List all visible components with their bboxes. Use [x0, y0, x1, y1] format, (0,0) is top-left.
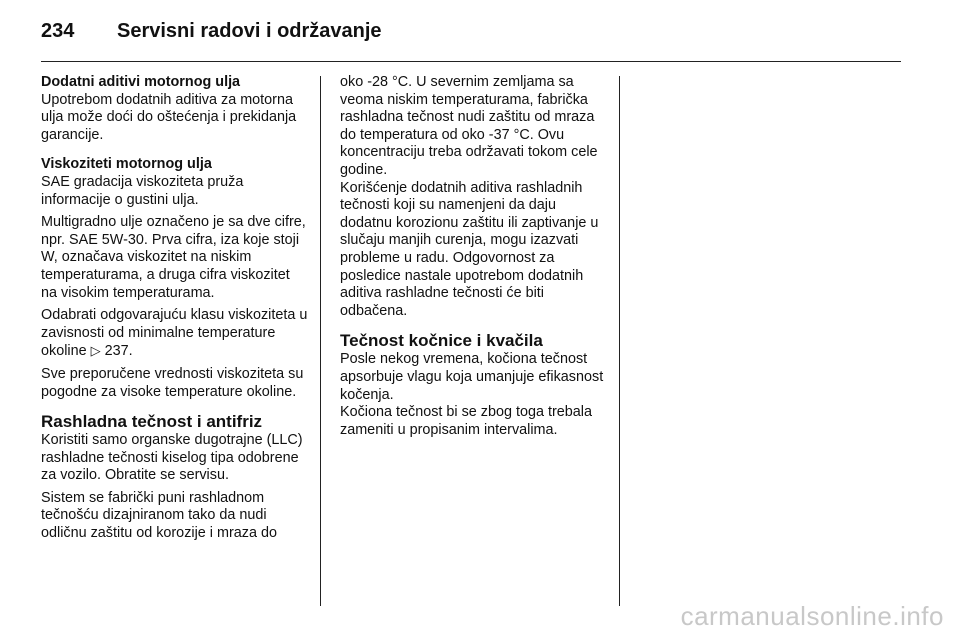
paragraph-coolant-additives: Korišćenje dodatnih aditiva rashladnih tečnosti koji su namenjeni da daju dodatnu korozionu zaštitu ili zaptivanje u slučaju manjih curenja, mogu izazvati probleme u radu. Odgovornost za posledice nastale upotrebom dodatnih aditiva rashladne tečnosti će biti odbačena. [340, 179, 599, 319]
heading-coolant: Rashladna tečnost i antifriz [41, 412, 263, 432]
page-reference-icon: ▷ [90, 343, 101, 359]
page-header [41, 20, 382, 50]
paragraph-recommended-viscosity: Sve preporučene vrednosti viskoziteta su pogodne za visoke temperature okoline. [41, 365, 304, 400]
paragraph-brake-moisture: Posle nekog vremena, kočiona tečnost apsorbuje vlagu koja umanjuje efikasnost kočenja. [340, 351, 604, 403]
paragraph-multigrade: Multigradno ulje označeno je sa dve cifre, npr. SAE 5W-30. Prva cifra, iza koje stoji W, označava viskozitet na niskim temperaturama, a druga cifra viskozitet na visokim temperaturama. [41, 214, 306, 301]
paragraph-coolant-factory-cont: oko -28 °C. U severnim zemljama sa veoma niskim temperaturama, fabrička rashladna tečnost nudi zaštitu od mraza do temperatura od oko -37 °C. Ovu koncentraciju treba održavati tokom cele godine. [340, 74, 598, 178]
paragraph-coolant-factory: Sistem se fabrički puni rashladnom tečnošću dizajniranom tako da nudi odličnu zaštitu od korozije i mraza do [41, 489, 277, 542]
page-reference-link[interactable]: 237. [104, 343, 133, 360]
column-middle [340, 74, 608, 439]
paragraph-oil-additives: Upotrebom dodatnih aditiva za motorna ulja može doći do oštećenja i prekidanja garancije. [41, 91, 297, 143]
column-left [41, 74, 309, 543]
paragraph-coolant-type: Koristiti samo organske dugotrajne (LLC) rashladne tečnosti kiselog tipa odobrene za vozilo. Obratite se servisu. [41, 432, 303, 484]
paragraph-sae-grade: SAE gradacija viskoziteta pruža informacije o gustini ulja. [41, 173, 244, 208]
heading-brake-fluid: Tečnost kočnice i kvačila [340, 331, 543, 351]
subheading-oil-additives: Dodatni aditivi motornog ulja [41, 74, 241, 90]
subheading-oil-viscosity: Viskoziteti motornog ulja [41, 156, 212, 173]
page-title: Servisni radovi i održavanje [117, 20, 382, 42]
header-rule [41, 61, 901, 62]
paragraph-select-viscosity [41, 307, 309, 361]
page-number: 234 [41, 20, 75, 42]
column-divider-right [619, 76, 620, 606]
paragraph-brake-replace: Kočiona tečnost bi se zbog toga trebala zameniti u propisanim intervalima. [340, 404, 593, 438]
select-viscosity-text: Odabrati odgovarajuću klasu viskoziteta u zavisnosti od minimalne temperature okoline [41, 307, 308, 360]
column-divider-left [320, 76, 321, 606]
watermark: carmanualsonline.info [680, 601, 944, 631]
